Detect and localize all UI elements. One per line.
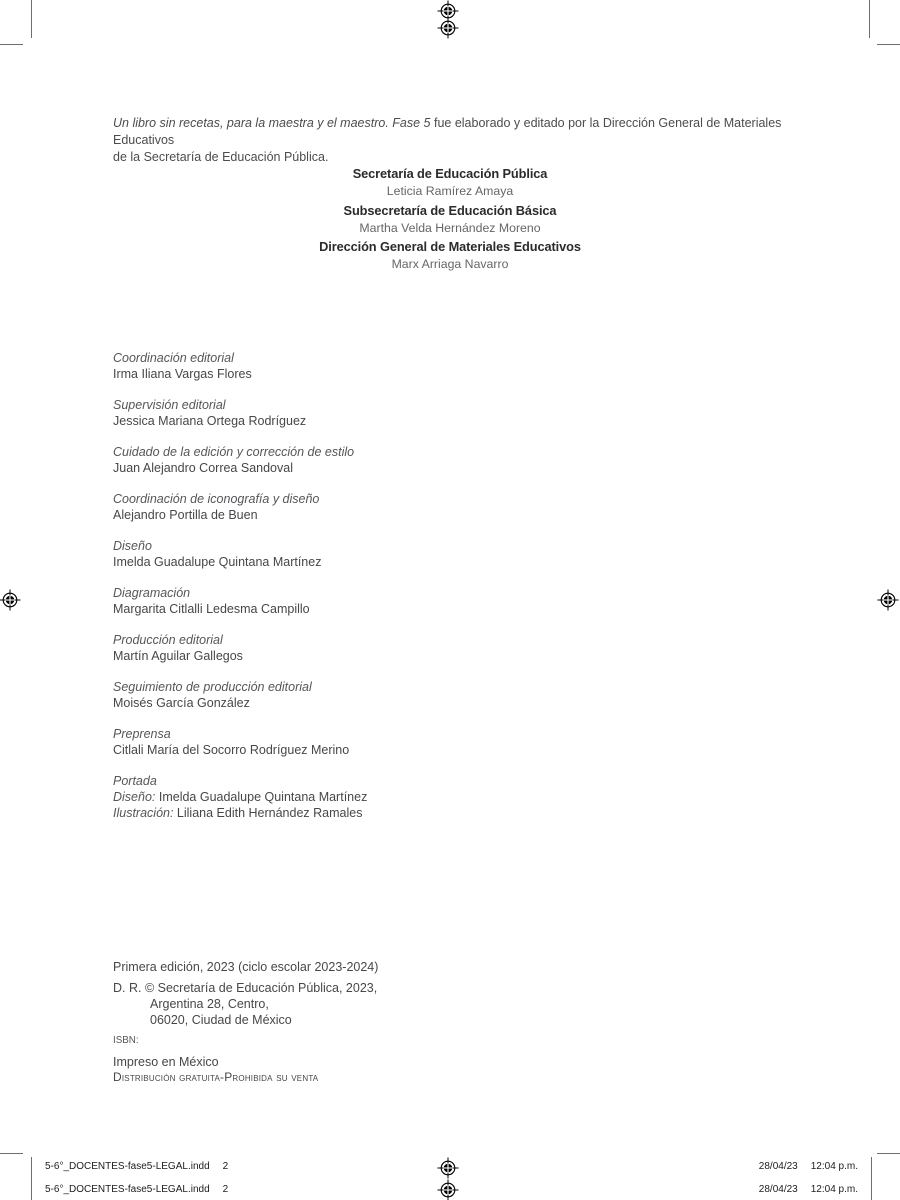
printed-in-line: Impreso en México — [113, 1055, 219, 1069]
credit-role: Diagramación — [113, 586, 191, 600]
crop-mark — [31, 0, 32, 38]
cover-illustration-label: Ilustración: — [113, 806, 174, 820]
cover-design-line — [113, 789, 533, 805]
credits-column — [113, 350, 533, 836]
slug-time: 12:04 p.m. — [810, 1184, 858, 1195]
institution-group — [0, 165, 900, 201]
credit-group — [113, 538, 533, 570]
cover-illustration-line — [113, 805, 533, 821]
slug-filename: 5-6°_DOCENTES-fase5-LEGAL.indd — [45, 1184, 210, 1195]
edition-block — [113, 959, 533, 1085]
credit-role: Supervisión editorial — [113, 398, 226, 412]
credit-name: Margarita Citlalli Ledesma Campillo — [113, 602, 310, 616]
crop-mark — [877, 44, 900, 45]
address-line: 06020, Ciudad de México — [150, 1013, 292, 1027]
address-line: Argentina 28, Centro, — [150, 997, 269, 1011]
credit-role: Coordinación editorial — [113, 351, 234, 365]
page-edge-line — [871, 1157, 872, 1200]
credit-group — [113, 444, 533, 476]
institutions-block — [0, 165, 900, 275]
institution-group — [0, 238, 900, 274]
institution-title: Dirección General de Materiales Educativos — [319, 239, 581, 254]
cover-design-name: Imelda Guadalupe Quintana Martínez — [155, 790, 368, 804]
cover-illustration-name: Liliana Edith Hernández Ramales — [173, 806, 363, 820]
credit-name: Jessica Mariana Ortega Rodríguez — [113, 414, 307, 428]
crop-mark — [869, 0, 870, 38]
crop-mark — [877, 1153, 900, 1154]
credit-role: Coordinación de iconografía y diseño — [113, 492, 320, 506]
registration-mark-icon — [437, 1179, 459, 1200]
page-edge-line — [31, 1157, 32, 1200]
rights-line: D. R. © Secretaría de Educación Pública, 2023, — [113, 981, 378, 995]
credit-name: Irma Iliana Vargas Flores — [113, 367, 252, 381]
registration-mark-icon — [437, 17, 459, 39]
slug-date: 28/04/23 — [758, 1184, 798, 1195]
slug-date: 28/04/23 — [758, 1161, 798, 1172]
slug-datetime-line — [759, 1184, 858, 1196]
first-edition-line: Primera edición, 2023 (ciclo escolar 2023-2024) — [113, 960, 379, 974]
credit-group — [113, 632, 533, 664]
credit-name: Imelda Guadalupe Quintana Martínez — [113, 555, 322, 569]
institution-person: Leticia Ramírez Amaya — [386, 184, 514, 198]
slug-page-number: 2 — [222, 1184, 229, 1195]
institution-person: Martha Velda Hernández Moreno — [359, 220, 541, 235]
slug-datetime-line — [759, 1161, 858, 1173]
credit-group — [113, 350, 533, 382]
isbn-label: ISBN: — [113, 1035, 139, 1046]
slug-page-number: 2 — [222, 1161, 229, 1172]
slug-time: 12:04 p.m. — [810, 1161, 858, 1172]
cover-design-label: Diseño: — [113, 790, 156, 804]
credit-name: Citlali María del Socorro Rodríguez Merino — [113, 743, 350, 757]
institution-group — [0, 202, 900, 238]
distribution-notice: Distribución gratuita-Prohibida su venta — [113, 1070, 319, 1084]
credit-group — [113, 585, 533, 617]
registration-mark-icon — [0, 589, 21, 611]
credit-group — [113, 491, 533, 523]
book-title: Un libro sin recetas, para la maestra y el maestro. Fase 5 — [113, 115, 431, 130]
credit-name: Juan Alejandro Correa Sandoval — [113, 461, 293, 475]
cover-section-title: Portada — [113, 774, 157, 788]
credit-role: Producción editorial — [113, 633, 223, 647]
credit-role: Diseño — [113, 539, 152, 553]
registration-mark-icon — [877, 589, 899, 611]
institution-title: Subsecretaría de Educación Básica — [343, 202, 557, 218]
credit-role: Cuidado de la edición y corrección de estilo — [113, 445, 355, 459]
credit-name: Martín Aguilar Gallegos — [113, 649, 243, 663]
credit-name: Moisés García González — [113, 696, 250, 710]
colophon-text-line2: de la Secretaría de Educación Pública. — [113, 149, 329, 164]
cover-credit-group — [113, 773, 533, 821]
credit-name: Alejandro Portilla de Buen — [113, 508, 258, 522]
institution-title: Secretaría de Educación Pública — [352, 166, 548, 181]
slug-filename-line — [45, 1161, 228, 1173]
credit-group — [113, 679, 533, 711]
registration-mark-icon — [437, 1157, 459, 1179]
institution-person: Marx Arriaga Navarro — [391, 257, 509, 271]
colophon-text: fue elaborado y editado por la Dirección General de Materiales Educativos — [113, 115, 782, 147]
credit-group — [113, 397, 533, 429]
crop-mark — [0, 44, 23, 45]
slug-filename-line — [45, 1184, 228, 1196]
colophon-paragraph — [113, 115, 803, 166]
crop-mark — [0, 1153, 23, 1154]
credit-group — [113, 726, 533, 758]
slug-filename: 5-6°_DOCENTES-fase5-LEGAL.indd — [45, 1161, 210, 1172]
credit-role: Preprensa — [113, 727, 171, 741]
credit-role: Seguimiento de producción editorial — [113, 680, 312, 694]
